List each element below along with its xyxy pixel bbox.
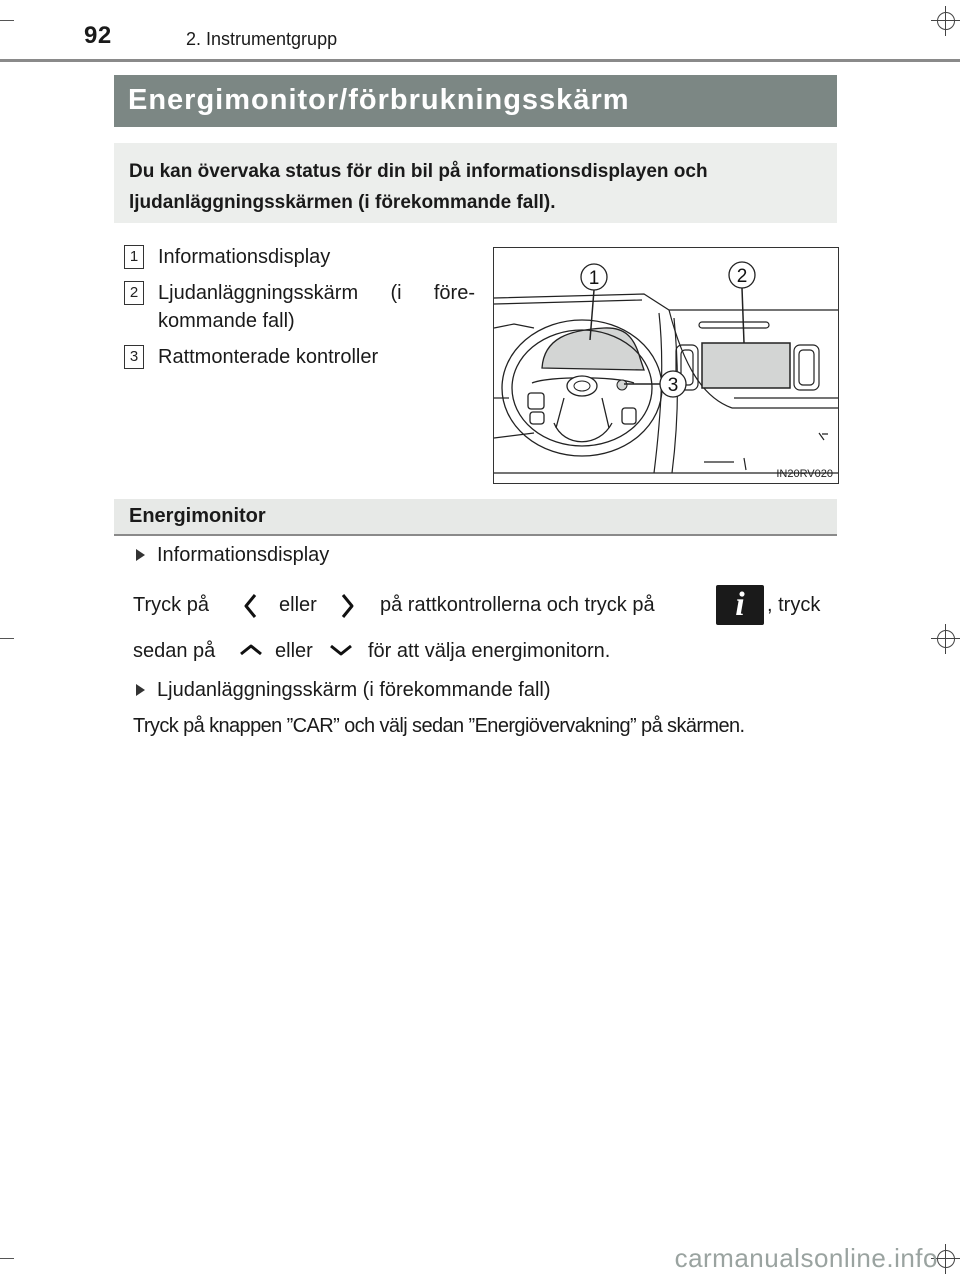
subheading: Informationsdisplay bbox=[157, 544, 330, 566]
item-number-badge: 2 bbox=[124, 281, 144, 305]
item-text-line: Ljudanläggningsskärm (i före- bbox=[158, 282, 475, 304]
instruction-text: Tryck på bbox=[133, 594, 209, 616]
watermark: carmanualsonline.info bbox=[674, 1243, 938, 1273]
section-header bbox=[114, 499, 837, 536]
instruction-text: , tryck bbox=[767, 594, 821, 616]
chevron-down-icon bbox=[328, 642, 354, 658]
header-rule bbox=[0, 59, 960, 62]
info-button-label: i bbox=[735, 586, 745, 623]
item-number-badge: 3 bbox=[124, 345, 144, 369]
callout-label: 3 bbox=[667, 375, 679, 396]
callout-label: 2 bbox=[736, 266, 748, 287]
registration-mark-top-right bbox=[931, 6, 960, 36]
item-text bbox=[158, 279, 475, 335]
callout-label: 1 bbox=[588, 268, 600, 289]
dashboard-drawing bbox=[494, 248, 838, 483]
item-text-line: kommande fall) bbox=[158, 310, 295, 332]
dashboard-illustration bbox=[493, 247, 839, 484]
bullet-triangle-icon bbox=[136, 549, 145, 561]
item-number-badge: 1 bbox=[124, 245, 144, 269]
item-text: Informationsdisplay bbox=[158, 246, 331, 268]
crop-mark bbox=[0, 638, 14, 639]
chapter-title: 2. Instrumentgrupp bbox=[186, 29, 338, 49]
item-text: Rattmonterade kontroller bbox=[158, 346, 379, 368]
page-title: Energimonitor/förbrukningsskärm bbox=[128, 84, 630, 116]
page-number: 92 bbox=[84, 22, 112, 49]
crop-mark bbox=[0, 1258, 14, 1259]
subheading: Ljudanläggningsskärm (i förekommande fall) bbox=[157, 679, 551, 701]
illustration-code: IN20RV020 bbox=[776, 468, 833, 480]
intro-text: Du kan övervaka status för din bil på informationsdisplayen och ljudanläggningsskärmen (i förekommande fall). bbox=[129, 161, 708, 213]
chevron-left-icon bbox=[242, 592, 258, 620]
page-title-bar bbox=[114, 75, 837, 127]
instruction-text: sedan på bbox=[133, 640, 216, 662]
instruction-text: Tryck på knappen ”CAR” och välj sedan ”Energiövervakning” på skärmen. bbox=[133, 715, 745, 737]
instruction-text: eller bbox=[279, 594, 317, 616]
instruction-text: på rattkontrollerna och tryck på bbox=[380, 594, 655, 616]
chevron-up-icon bbox=[238, 642, 264, 658]
chevron-right-icon bbox=[340, 592, 356, 620]
registration-mark-mid-right bbox=[931, 624, 960, 654]
crop-mark bbox=[0, 20, 14, 21]
bullet-triangle-icon bbox=[136, 684, 145, 696]
instruction-text: för att välja energimonitorn. bbox=[368, 640, 611, 662]
info-button-icon bbox=[716, 585, 764, 625]
intro-box bbox=[114, 143, 837, 223]
section-title: Energimonitor bbox=[129, 505, 266, 527]
instruction-text: eller bbox=[275, 640, 313, 662]
